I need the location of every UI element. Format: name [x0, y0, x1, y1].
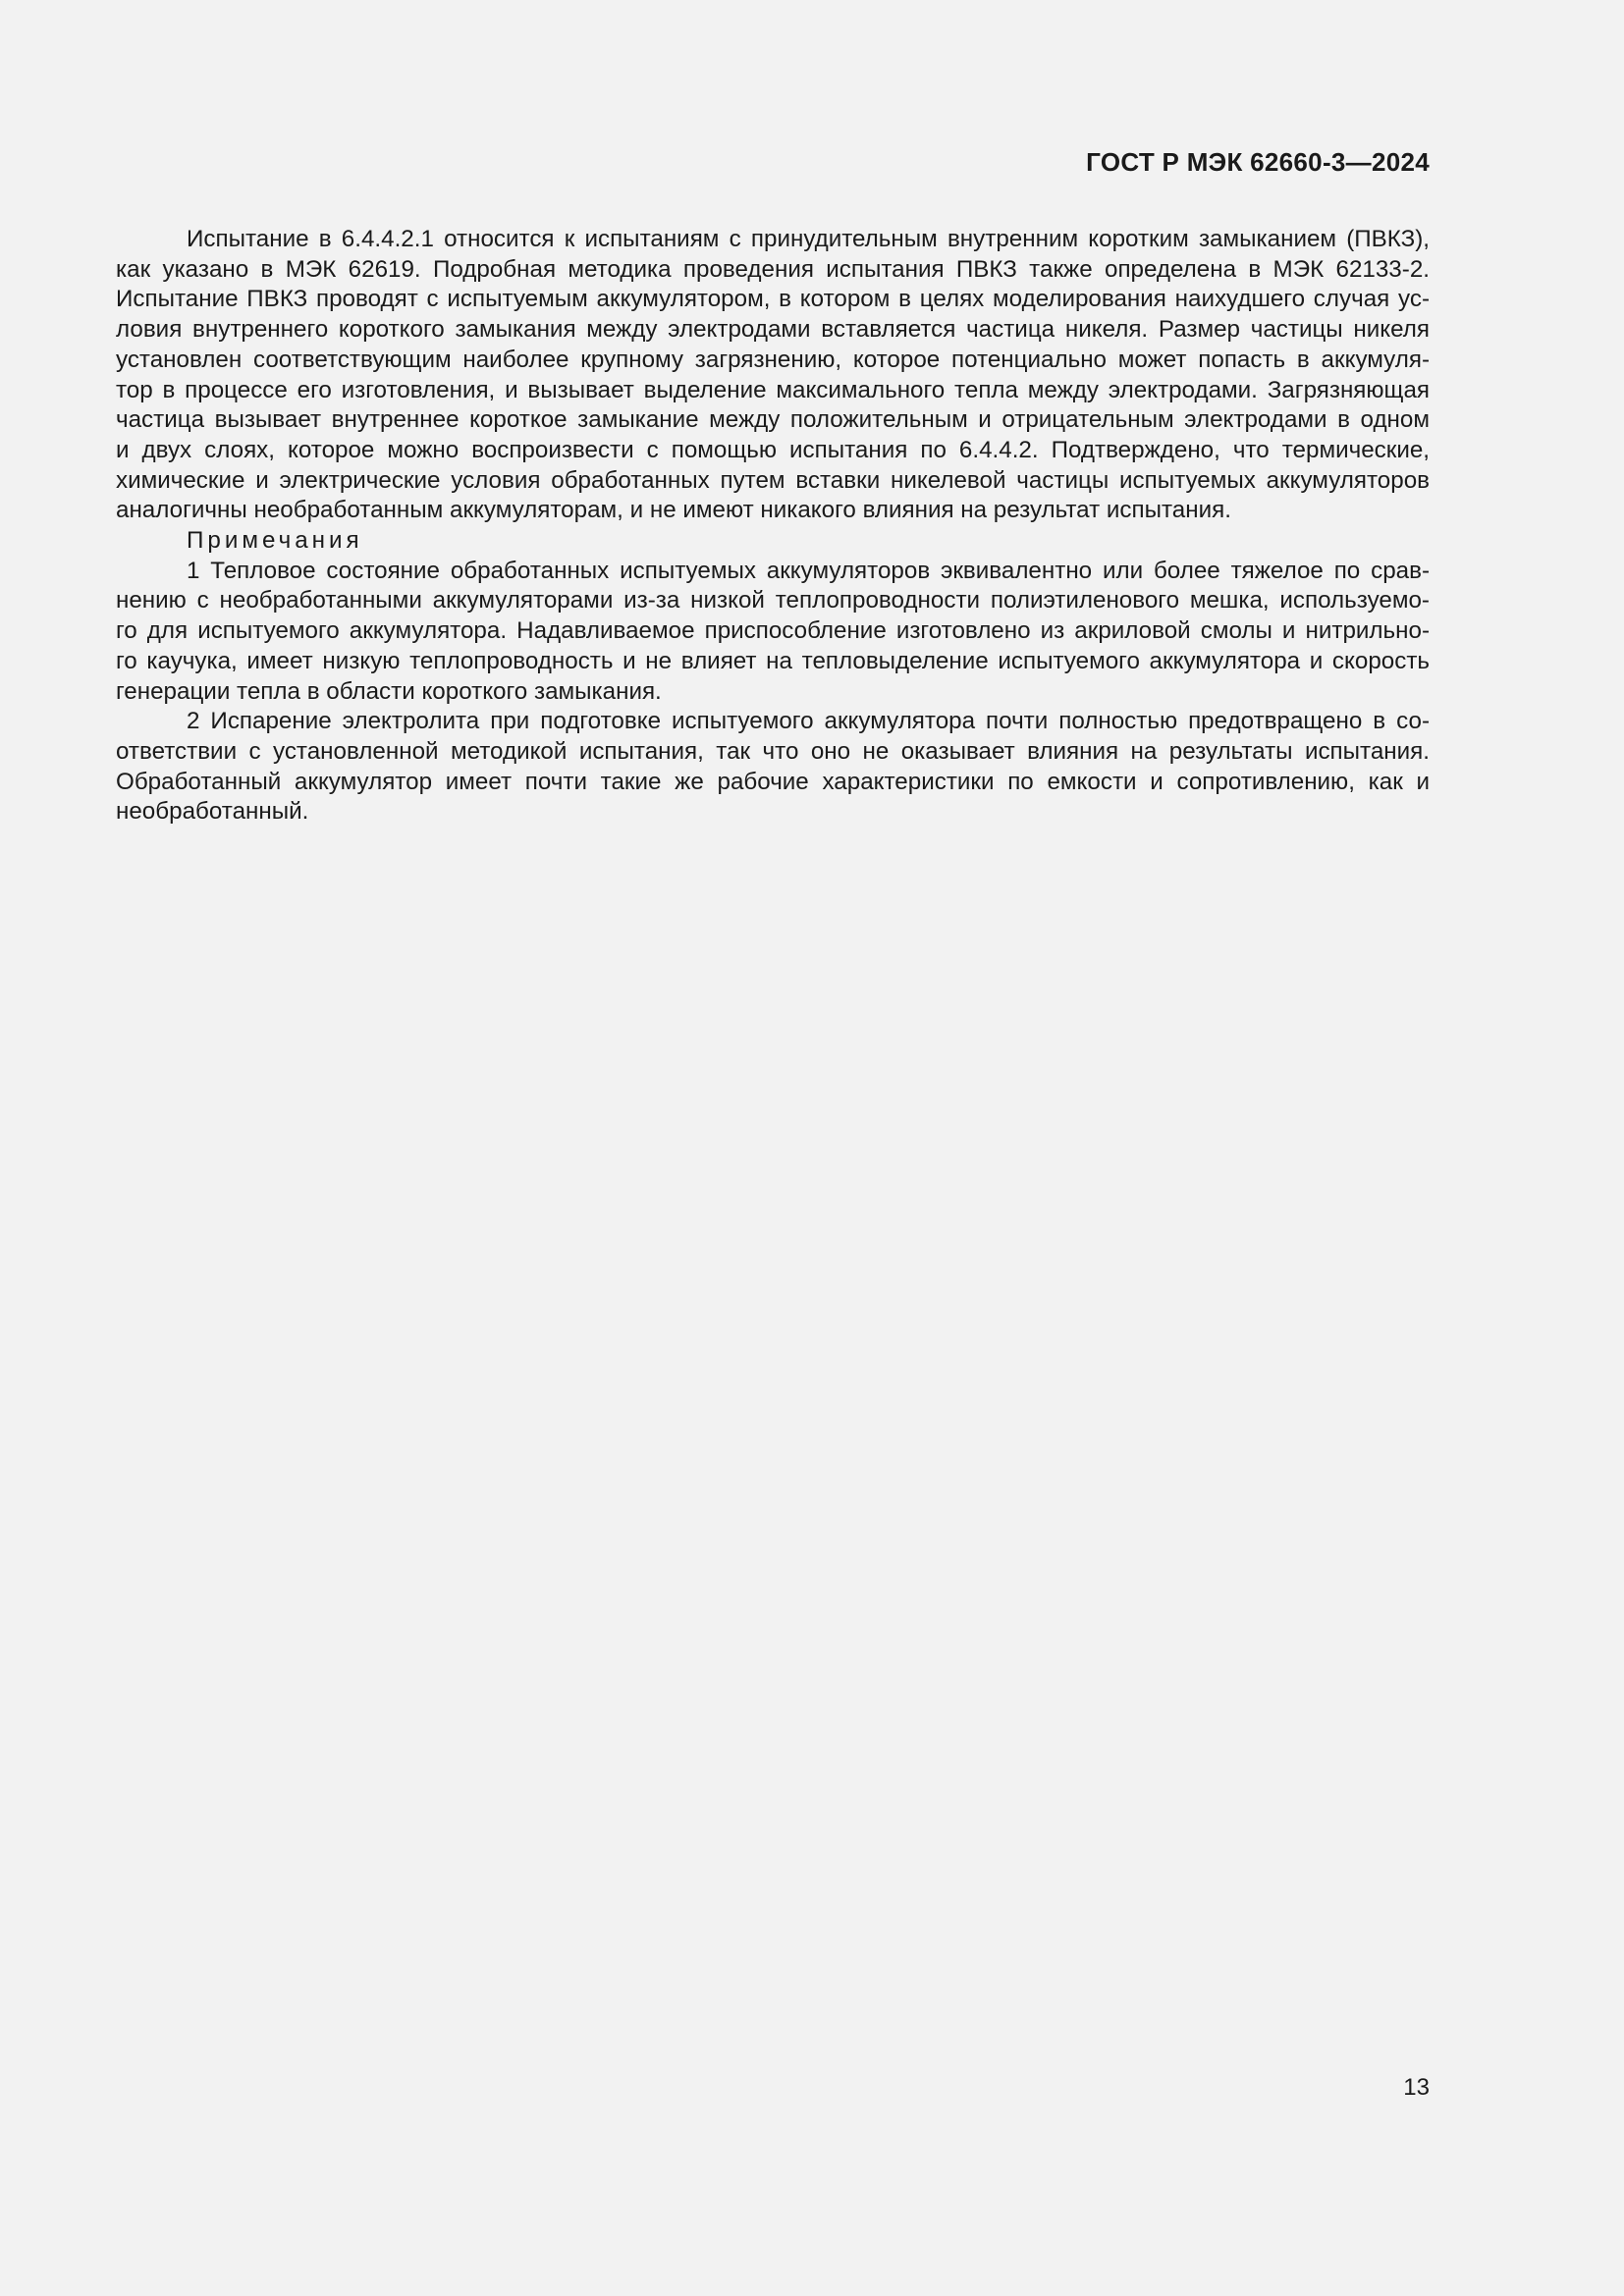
standard-code-header: ГОСТ Р МЭК 62660-3—2024 — [1086, 147, 1430, 177]
text-line: необработанный. — [116, 798, 309, 826]
text-line: ловия внутреннего короткого замыкания между электродами вставляется частица никеля. Размер частицы никеля — [116, 316, 1430, 344]
text-line: и двух слоях, которое можно воспроизвести с помощью испытания по 6.4.4.2. Подтверждено, что термические, — [116, 436, 1430, 463]
text-line: химические и электрические условия обработанных путем вставки никелевой частицы испытуемых аккумуляторов — [116, 466, 1430, 494]
text-line: Обработанный аккумулятор имеет почти такие же рабочие характеристики по емкости и сопротивлению, как и — [116, 768, 1430, 795]
text-line: го для испытуемого аккумулятора. Надавливаемое приспособление изготовлено из акриловой смолы и нитрильно- — [116, 617, 1430, 645]
text-line: аналогичны необработанным аккумуляторам, и не имеют никакого влияния на результат испытания. — [116, 497, 1231, 524]
note-2 — [116, 707, 1430, 828]
text-line: 2 Испарение электролита при подготовке испытуемого аккумулятора почти полностью предотвращено в со- — [187, 708, 1430, 735]
text-line: установлен соответствующим наиболее крупному загрязнению, которое потенциально может попасть в аккумуля- — [116, 346, 1430, 373]
text-line: генерации тепла в области короткого замыкания. — [116, 677, 662, 705]
text-line: Испытание ПВКЗ проводят с испытуемым аккумулятором, в котором в целях моделирования наихудшего случая ус- — [116, 286, 1430, 313]
note-1 — [116, 557, 1430, 708]
body-paragraph — [116, 225, 1430, 526]
text-line: частица вызывает внутреннее короткое замыкание между положительным и отрицательным электродами в одном — [116, 406, 1430, 434]
text-line: го каучука, имеет низкую теплопроводность и не влияет на тепловыделение испытуемого аккумулятора и скорость — [116, 647, 1430, 674]
notes-title: Примечания — [187, 527, 363, 555]
text-line: ответствии с установленной методикой испытания, так что оно не оказывает влияния на результаты испытания. — [116, 737, 1430, 765]
text-line: как указано в МЭК 62619. Подробная методика проведения испытания ПВКЗ также определена в МЭК 62133-2. — [116, 255, 1430, 283]
document-content — [116, 225, 1430, 828]
text-line: тор в процессе его изготовления, и вызывает выделение максимального тепла между электродами. Загрязняющая — [116, 376, 1430, 403]
text-line: 1 Тепловое состояние обработанных испытуемых аккумуляторов эквивалентно или более тяжелое по срав- — [187, 557, 1430, 584]
page-number: 13 — [1403, 2074, 1430, 2101]
text-line: нению с необработанными аккумуляторами из-за низкой теплопроводности полиэтиленового мешка, используемо- — [116, 587, 1430, 614]
text-line: Испытание в 6.4.4.2.1 относится к испытаниям с принудительным внутренним коротким замыканием (ПВКЗ), — [187, 226, 1430, 252]
